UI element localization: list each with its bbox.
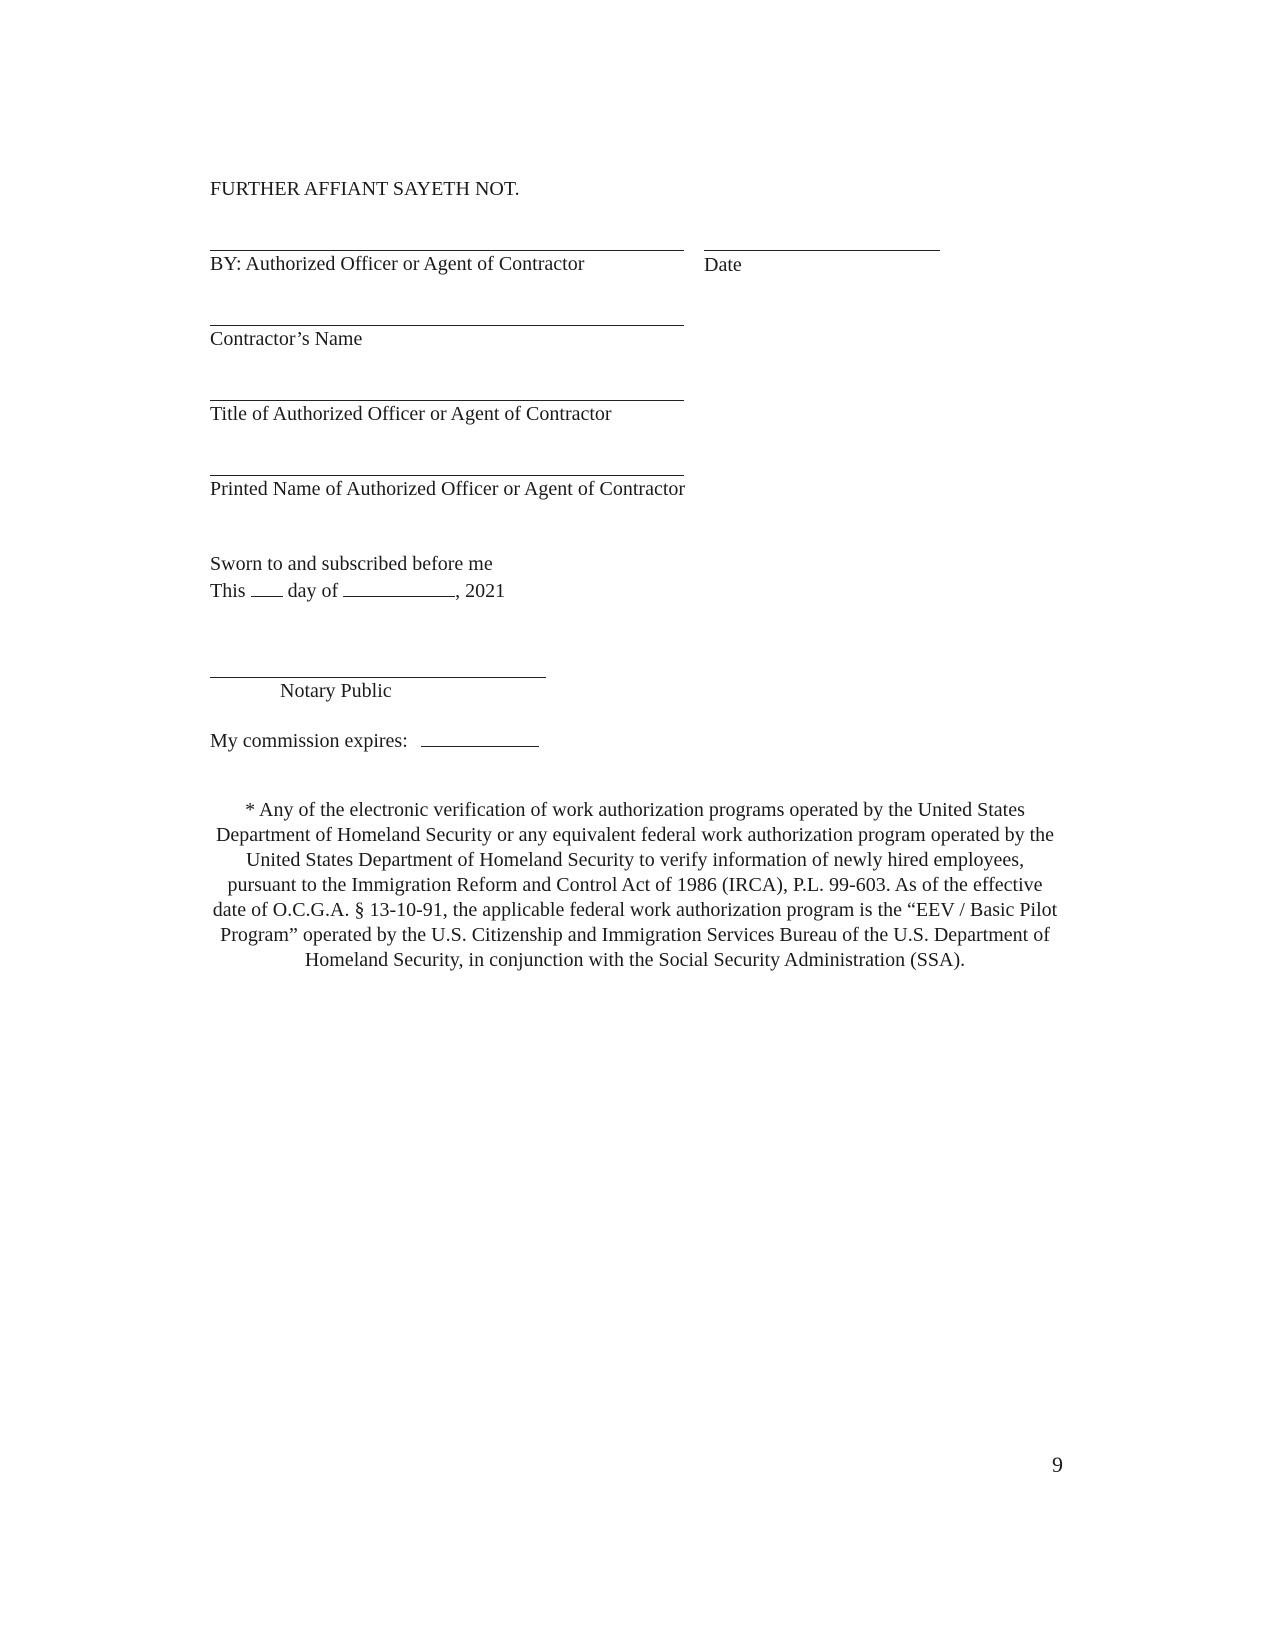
day-of-label: day of — [287, 580, 339, 602]
sworn-statement: Sworn to and subscribed before me — [210, 553, 493, 575]
authorized-officer-signature-line[interactable] — [210, 250, 684, 251]
sworn-date-row — [210, 578, 505, 603]
date-label: Date — [704, 254, 742, 276]
notary-signature-line[interactable] — [210, 677, 546, 678]
year-text: , 2021 — [455, 580, 506, 602]
authorized-officer-label: BY: Authorized Officer or Agent of Contractor — [210, 253, 585, 275]
day-blank[interactable] — [251, 578, 283, 597]
date-signature-line[interactable] — [704, 250, 940, 251]
officer-title-line[interactable] — [210, 400, 684, 401]
page-number: 9 — [1052, 1452, 1063, 1477]
contractor-name-label: Contractor’s Name — [210, 328, 363, 350]
printed-name-label: Printed Name of Authorized Officer or Agent of Contractor — [210, 478, 686, 500]
contractor-name-line[interactable] — [210, 325, 684, 326]
notary-public-label: Notary Public — [280, 680, 392, 702]
this-label: This — [210, 580, 246, 602]
affidavit-closing-heading: FURTHER AFFIANT SAYETH NOT. — [210, 178, 520, 200]
commission-expires-row — [210, 728, 539, 753]
officer-title-label: Title of Authorized Officer or Agent of Contractor — [210, 403, 612, 425]
footnote-e-verify: * Any of the electronic verification of work authorization programs operated by the United States Department of Homeland Security or any equivalent federal work authorization program operated by the United States Department of Homeland Security to verify information of newly hired employees, pursuant to the Immigration Reform and Control Act of 1986 (IRCA), P.L. 99-603. As of the effective date of O.C.G.A. § 13-10-91, the applicable federal work authorization program is the “EEV / Basic Pilot Program” operated by the U.S. Citizenship and Immigration Services Bureau of the U.S. Department of Homeland Security, in conjunction with the Social Security Administration (SSA). — [212, 799, 1058, 971]
month-blank[interactable] — [343, 578, 455, 597]
commission-expires-blank[interactable] — [421, 728, 539, 747]
printed-name-line[interactable] — [210, 475, 684, 476]
commission-expires-label: My commission expires: — [210, 730, 408, 752]
